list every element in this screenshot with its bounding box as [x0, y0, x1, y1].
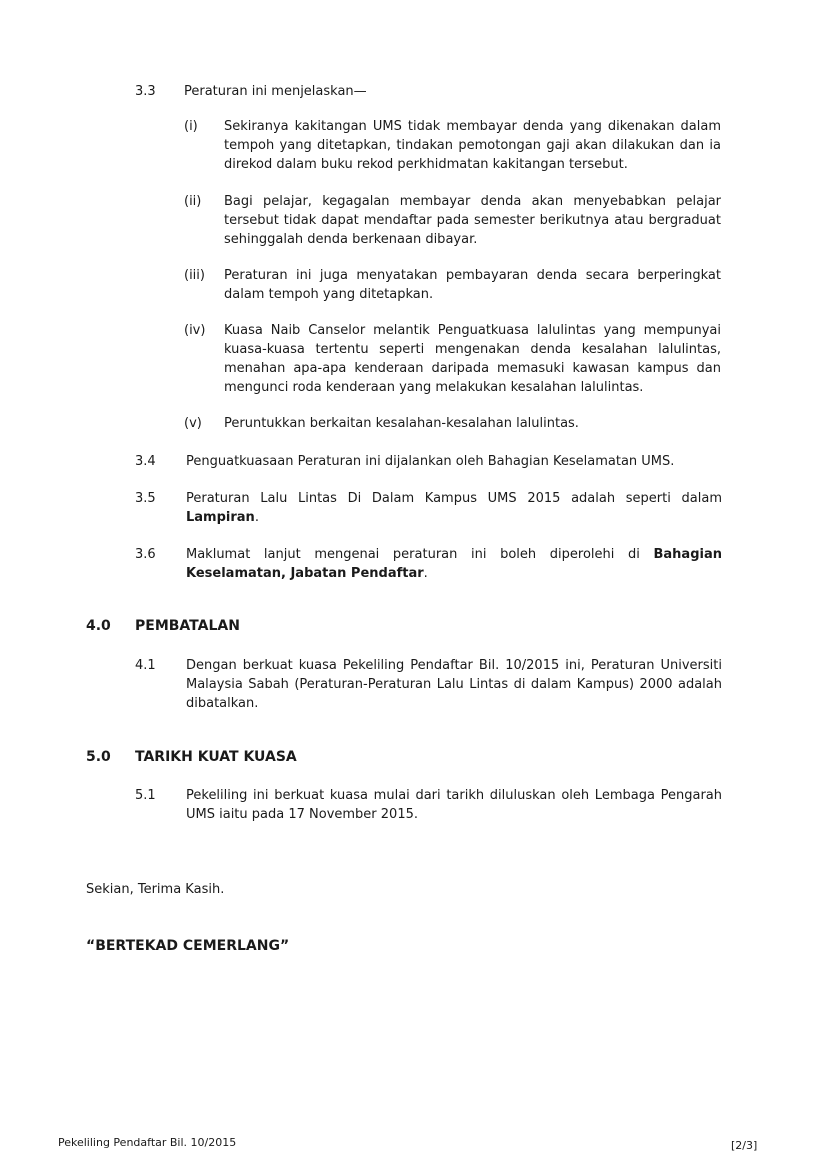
item-number-v: (v): [184, 416, 202, 431]
section-number-3-5: 3.5: [135, 491, 156, 506]
section-3-6-text: [186, 545, 722, 583]
section-4-1-text: Dengan berkuat kuasa Pekeliling Pendaftar Bil. 10/2015 ini, Peraturan Universiti Malaysia Sabah (Peraturan-Peraturan Lalu Lintas di dalam Kampus) 2000 adalah dibatalkan.: [186, 658, 722, 711]
item-text-iii: Peraturan ini juga menyatakan pembayaran denda secara berperingkat dalam tempoh yang ditetapkan.: [224, 268, 721, 302]
item-text-i: Sekiranya kakitangan UMS tidak membayar denda yang dikenakan dalam tempoh yang ditetapkan, tindakan pemotongan gaji akan dilakukan dan ia direkod dalam buku rekod perkhidmatan kakitangan tersebut.: [224, 119, 721, 172]
section-3-5-end: .: [254, 510, 259, 525]
section-heading-pembatalan: PEMBATALAN: [135, 618, 240, 634]
lampiran-link-text: Lampiran: [186, 510, 255, 525]
bahagian-keselamatan-text: Bahagian Keselamatan, Jabatan Pendaftar: [186, 547, 722, 581]
section-5-1-text: Pekeliling ini berkuat kuasa mulai dari tarikh diluluskan oleh Lembaga Pengarah UMS iaitu pada 17 November 2015.: [186, 788, 722, 822]
section-number-4-0: 4.0: [86, 618, 111, 634]
closing-text: Sekian, Terima Kasih.: [86, 882, 225, 897]
section-3-5-text: [186, 489, 722, 527]
item-text-iv: Kuasa Naib Canselor melantik Penguatkuasa lalulintas yang mempunyai kuasa-kuasa tertentu seperti mengenakan denda kesalahan lalulintas, menahan apa-apa kenderaan daripada memasuki kawasan kampus dan mengunci roda kenderaan yang melakukan kesalahan lalulintas.: [224, 323, 721, 395]
item-text-ii: Bagi pelajar, kegagalan membayar denda akan menyebabkan pelajar tersebut tidak dapat mendaftar pada semester berikutnya atau bergraduat sehinggalah denda berkenaan dibayar.: [224, 194, 721, 247]
section-heading-tarikh-kuat-kuasa: TARIKH KUAT KUASA: [135, 749, 297, 765]
section-number-5-1: 5.1: [135, 788, 156, 803]
section-3-5-body: Peraturan Lalu Lintas Di Dalam Kampus UMS 2015 adalah seperti dalam: [186, 491, 722, 506]
section-number-4-1: 4.1: [135, 658, 156, 673]
footer-page-number: [2/3]: [731, 1139, 758, 1152]
section-number-3-3: 3.3: [135, 84, 156, 99]
footer-circular-ref: Pekeliling Pendaftar Bil. 10/2015: [58, 1136, 237, 1149]
item-text-v: Peruntukkan berkaitan kesalahan-kesalahan lalulintas.: [224, 416, 579, 431]
item-number-i: (i): [184, 119, 198, 134]
section-3-6-body: Maklumat lanjut mengenai peraturan ini boleh diperolehi di: [186, 547, 654, 562]
section-3-4-text: Penguatkuasaan Peraturan ini dijalankan oleh Bahagian Keselamatan UMS.: [186, 454, 675, 469]
item-number-iv: (iv): [184, 323, 206, 338]
item-number-ii: (ii): [184, 194, 202, 209]
motto: “BERTEKAD CEMERLANG”: [86, 938, 290, 954]
item-number-iii: (iii): [184, 268, 205, 283]
section-number-3-4: 3.4: [135, 454, 156, 469]
section-number-5-0: 5.0: [86, 749, 111, 765]
section-3-3-intro: Peraturan ini menjelaskan—: [184, 84, 367, 99]
section-number-3-6: 3.6: [135, 547, 156, 562]
section-3-6-end: .: [423, 566, 428, 581]
